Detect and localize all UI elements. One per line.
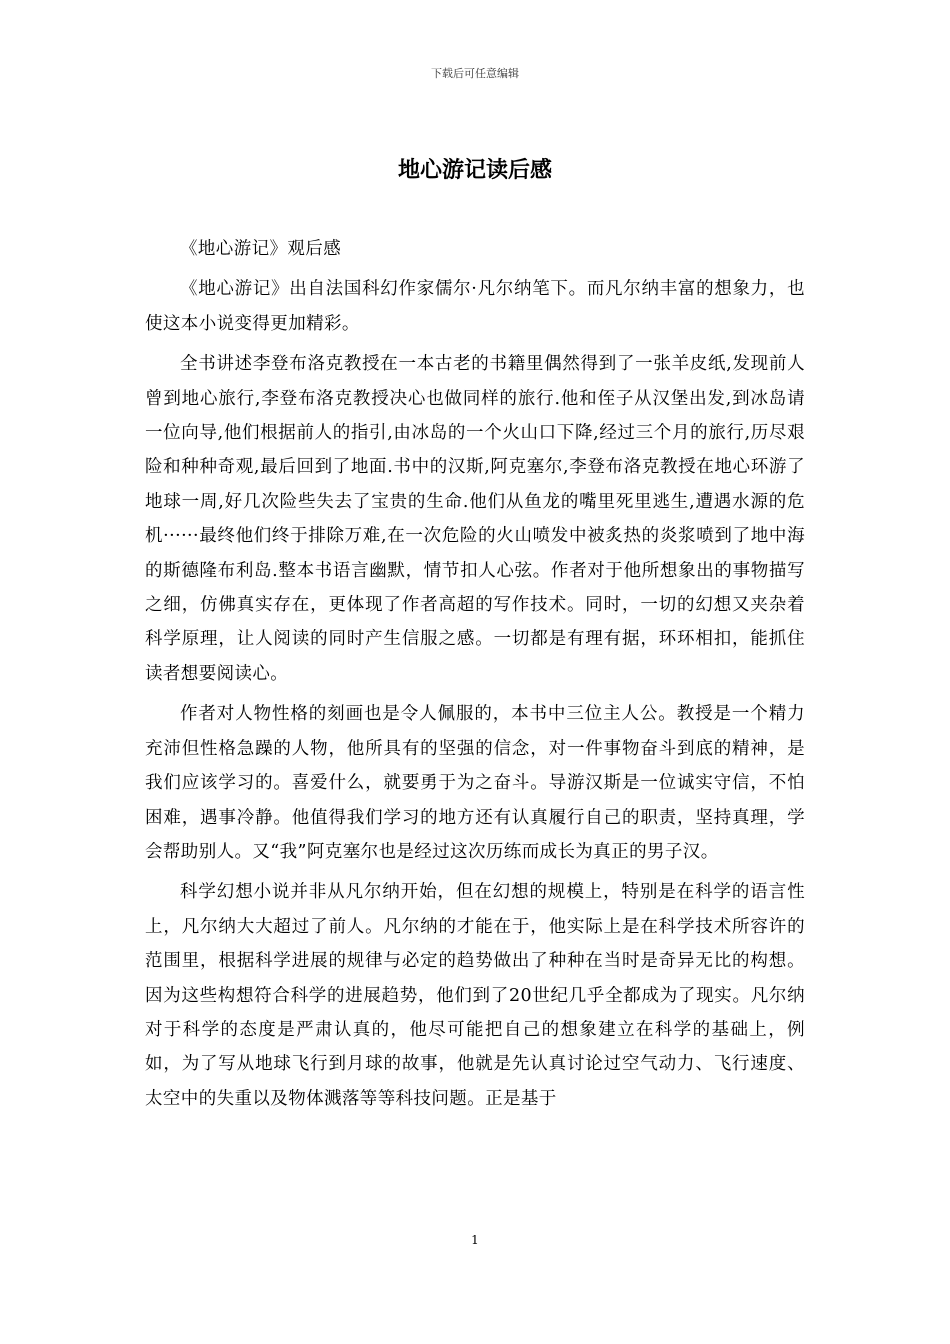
document-title: 地心游记读后感: [397, 157, 552, 183]
paragraph-intro: 《地心游记》出自法国科幻作家儒尔·凡尔纳笔下。而凡尔纳丰富的想象力，也使这本小说变得更加精彩。: [145, 279, 805, 334]
paragraph-plot: 全书讲述李登布洛克教授在一本古老的书籍里偶然得到了一张羊皮纸,发现前人曾到地心旅行,李登布洛克教授决心也做同样的旅行.他和侄子从汉堡出发,到冰岛请一位向导,他们根据前人的指引,由冰岛的一个火山口下降,经过三个月的旅行,历尽艰险和种种奇观,最后回到了地面.书中的汉斯,阿克塞尔,李登布洛克教授在地心环游了地球一周,好几次险些失去了宝贵的生命.他们从鱼龙的嘴里死里逃生,遭遇水源的危机······最终他们终于排除万难,在一次危险的火山喷发中被炙热的炎浆喷到了地中海的斯德隆布利岛.整本书语言幽默，情节扣人心弦。作者对于他所想象出的事物描写之细，仿佛真实存在，更体现了作者高超的写作技术。同时，一切的幻想又夹杂着科学原理，让人阅读的同时产生信服之感。一切都是有理有据，环环相扣，能抓住读者想要阅读心。: [145, 354, 805, 684]
paragraph-subtitle: 《地心游记》观后感: [180, 239, 342, 259]
document-body: [145, 232, 805, 1122]
paragraph-characters: 作者对人物性格的刻画也是令人佩服的，本书中三位主人公。教授是一个精力充沛但性格急躁的人物，他所具有的坚强的信念，对一件事物奋斗到底的精神，是我们应该学习的。喜爱什么，就要勇于为之奋斗。导游汉斯是一位诚实守信，不怕困难，遇事冷静。他值得我们学习的地方还有认真履行自己的职责，坚持真理，学会帮助别人。又“我”阿克塞尔也是经过这次历练而成长为真正的男子汉。: [145, 704, 805, 862]
paragraph-science: 科学幻想小说并非从凡尔纳开始，但在幻想的规模上，特别是在科学的语言性上，凡尔纳大大超过了前人。凡尔纳的才能在于，他实际上是在科学技术所容许的范围里，根据科学进展的规律与必定的趋势做出了种种在当时是奇异无比的构想。因为这些构想符合科学的进展趋势，他们到了20世纪几乎全都成为了现实。凡尔纳对于科学的态度是严肃认真的，他尽可能把自己的想象建立在科学的基础上，例如，为了写从地球飞行到月球的故事，他就是先认真讨论过空气动力、飞行速度、太空中的失重以及物体溅落等等科技问题。正是基于: [145, 882, 805, 1109]
header-note: 下载后可任意编辑: [431, 67, 519, 80]
page-number: 1: [471, 1233, 479, 1247]
